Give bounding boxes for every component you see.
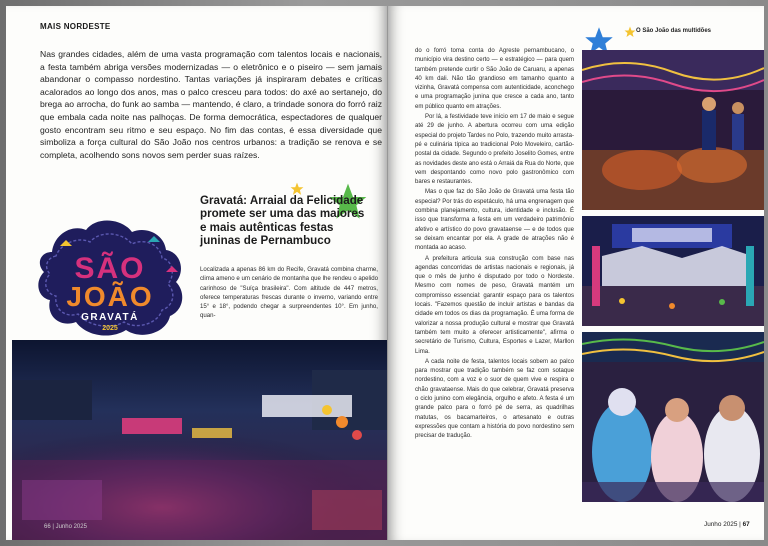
- body-paragraph: A prefeitura articula sua construção com base nas agendas concorridas de artistas nacionais e regionais, já que o mês de junho é disputado por todo o Nordeste. Mesmo com nomes de peso, Gravatá mantém um compromisso essencial: garantir espaço para os talentos locais. "Fazemos questão de incluir artistas e bandas da cidade em todos os dias da programação. É uma forma de valorizar a nossa produção cultural e mostrar que Gravatá também tem muito a oferecer artisticamente", afirma o secretário de Turismo, Cultura, Esportes e Lazer, Marllon Lima.: [415, 255, 574, 355]
- intro-paragraph: Nas grandes cidades, além de uma vasta programação com talentos locais e nacionais, a festa também abriga versões modernizadas — o eletrônico e o piseiro — sem jamais abandonar o compasso nordestino. Tantas variações já inspiraram debates e críticas acalorados ao longo dos anos, mas o palco cresceu para todos: do axé ao sertanejo, do brega ao arrocha, do funk ao samba — mantendo, é claro, a trindade sonora do forró raiz que embala cada noite nas palhoças. De forma democrática, espectadores de qualquer gosto encontram seu ritmo e seu espaço. No fim das contas, é essa diversidade que simboliza a força cultural do São João nos centros urbanos: a tradição se renova e se completa, acolhendo sons novos sem perder suas raízes.: [40, 49, 382, 160]
- logo-line1: SÃO: [74, 252, 146, 285]
- right-page-folio: Junho 2025 | 67: [704, 521, 750, 528]
- illuminated-arena-photo: [582, 216, 764, 326]
- logo-year: 2025: [102, 325, 118, 332]
- body-paragraph: Por lá, a festividade teve início em 17 de maio e segue até 29 de junho. A abertura ocorreu com uma edição especial do projeto Tardes no Polo, trazendo muito arrasta-pé e culinária típica ao tradicional Polo Moveleiro, cartão-postal da cidade. Segundo o prefeito Joselito Gomes, entre as novidades deste ano está o Arraiá da Rua do Norte, que vem despontando como novo polo gastronômico com bares e restaurantes.: [415, 114, 575, 186]
- small-yellow-star-icon: [624, 26, 636, 38]
- body-paragraph: A cada noite de festa, talentos locais sobem ao palco para mostrar que tradição também se faz com sotaque nordestino, com a voz e o suor de quem vive e respira o chão gravataense. Mais do que celebrar, Gravatá preserva o ciclo junino com elegância, orgulho e afeto. A festa é um grande palco para o forró pé de serra, as quadrilhas matutas, os bacamarteiros, o artesanato e outras expressões que contam a história do povo nordestino sem precisar de tradução.: [415, 358, 574, 440]
- body-paragraph: Mas o que faz do São João de Gravatá uma festa tão especial? Por trás do espetáculo, há uma engrenagem que combina planejamento, cultura, identidade e inclusão. É isso que transforma a festa em um verdadeiro patrimônio afetivo e artístico do povo gravataense — e de todos que se deixam encantar por ela. A grade de atrações não é montada ao acaso.: [415, 189, 574, 252]
- article-headline: Gravatá: Arraial da Felicidade promete ser uma das maiores e mais autênticas festas juninas de Pernambuco: [200, 194, 365, 248]
- stage-performers-photo: [582, 50, 764, 210]
- festival-aerial-photo: [12, 340, 387, 540]
- logo-city: GRAVATÁ: [81, 312, 139, 323]
- section-tag: O São João das multidões: [636, 28, 712, 34]
- left-page: [6, 6, 387, 540]
- lead-paragraph: Localizada a apenas 86 km do Recife, Gravatá combina charme, clima ameno e um cenário de montanha que lhe rendeu o apelido carinhoso de "Suíça brasileira". Com altitude de 447 metros, oferece temperaturas frescas durante o inverno, variando entre 15° e 18°, podendo chegar a surpreendentes 10°. Em junho, quan-: [200, 266, 378, 320]
- brand-logo-text: MAIS NORDESTE: [40, 22, 111, 31]
- logo-line2: JOÃO: [66, 281, 154, 312]
- body-paragraph: do o forró toma conta do Agreste pernambucano, o município vira destino certo — e estratégico — para quem também pretende curtir o São João de Caruaru, a apenas 40 km dali. Não tão grandioso em tamanho quanto a vizinha, Gravatá compensa com autenticidade, aconchego e uma programação junina que cresce a cada ano, tanto em público quanto em atrações.: [415, 48, 574, 110]
- left-page-folio: 66 | Junho 2025: [44, 524, 87, 530]
- right-page: [388, 6, 764, 540]
- sao-joao-gravata-logo: [30, 212, 190, 352]
- folio-date: Junho 2025: [704, 521, 738, 528]
- costumed-dancers-photo: [582, 332, 764, 502]
- folio-page-number: 67: [742, 521, 750, 528]
- article-body-column: [415, 47, 574, 442]
